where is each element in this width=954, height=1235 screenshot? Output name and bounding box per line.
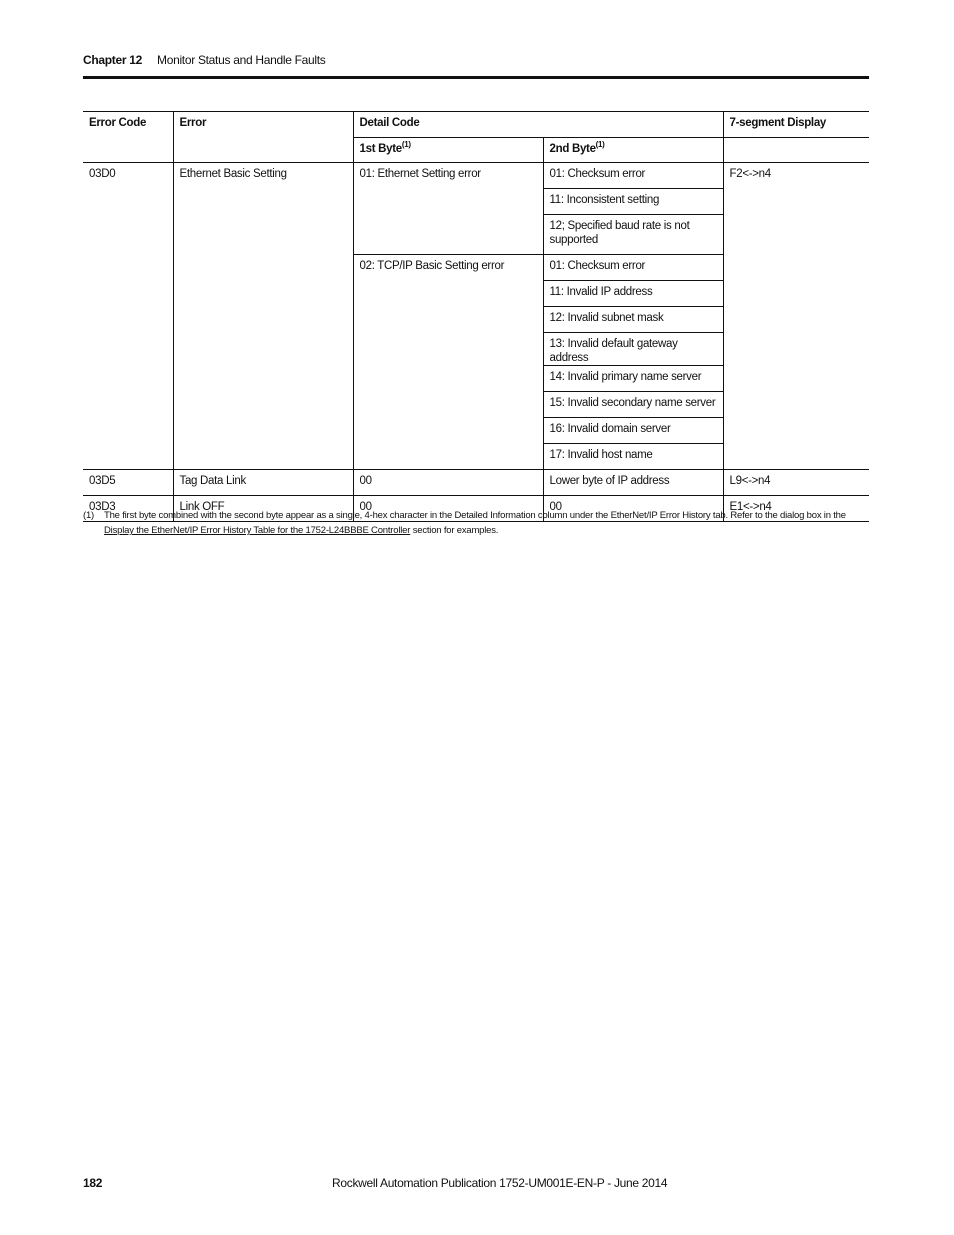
cell-1st-byte: 01: Ethernet Setting error	[353, 163, 543, 255]
cell-7-segment: L9<->n4	[723, 470, 869, 496]
cell-2nd-byte: 11: Inconsistent setting	[543, 189, 723, 215]
header-detail-code: Detail Code	[353, 112, 723, 138]
cell-7-segment: F2<->n4	[723, 163, 869, 470]
table-row	[83, 163, 869, 189]
cell-2nd-byte: 01: Checksum error	[543, 163, 723, 189]
cell-2nd-byte: 12: Invalid subnet mask	[543, 307, 723, 333]
cell-2nd-byte: 16: Invalid domain server	[543, 418, 723, 444]
cell-2nd-byte: 11: Invalid IP address	[543, 281, 723, 307]
cell-error-code: 03D3	[83, 496, 173, 522]
footnote-link[interactable]: Display the EtherNet/IP Error History Table for the 1752-L24BBBE Controller	[104, 525, 411, 536]
cell-1st-byte: 00	[353, 470, 543, 496]
page-number: 182	[83, 1176, 103, 1190]
cell-1st-byte: 02: TCP/IP Basic Setting error	[353, 255, 543, 470]
cell-7-segment: E1<->n4	[723, 496, 869, 522]
cell-1st-byte: 00	[353, 496, 543, 522]
cell-2nd-byte: 13: Invalid default gateway address	[543, 333, 723, 366]
header-7-segment-display: 7-segment Display	[723, 112, 869, 138]
header-1st-byte: 1st Byte$^{(1)}$	[353, 138, 543, 163]
cell-2nd-byte: 01: Checksum error	[543, 255, 723, 281]
header-error: Error	[173, 112, 353, 163]
cell-2nd-byte: 15: Invalid secondary name server	[543, 392, 723, 418]
footnote-ref: (1)	[595, 140, 605, 150]
page-header	[83, 52, 869, 79]
footnote-ref: (1)	[401, 140, 411, 150]
cell-error: Ethernet Basic Setting	[173, 163, 353, 470]
header-2nd-byte: 2nd Byte$^{(1)}$	[543, 138, 723, 163]
table-row	[83, 470, 869, 496]
error-code-table	[83, 111, 869, 522]
publication-info: Rockwell Automation Publication 1752-UM001E-EN-P - June 2014	[332, 1176, 668, 1190]
chapter-title: Monitor Status and Handle Faults	[157, 53, 326, 67]
footnote-number: (1)	[83, 510, 95, 521]
cell-2nd-byte: 17: Invalid host name	[543, 444, 723, 470]
cell-2nd-byte: 00	[543, 496, 723, 522]
header-blank	[723, 138, 869, 163]
cell-error-code: 03D5	[83, 470, 173, 496]
cell-2nd-byte: 14: Invalid primary name server	[543, 366, 723, 392]
cell-error-code: 03D0	[89, 168, 116, 180]
header-error-code: Error Code	[83, 112, 173, 163]
footnote-text: The first byte combined with the second byte appear as a single, 4-hex character in the Detailed Information column under the EtherNet/IP Error History tab. Refer to the dialog box in the Display the EtherNet/IP Error History Table for the 1752-L24BBBE Controller section for examples.	[104, 510, 846, 536]
cell-error: Tag Data Link	[173, 470, 353, 496]
chapter-label: Chapter 12	[83, 53, 143, 67]
cell-2nd-byte: Lower byte of IP address	[543, 470, 723, 496]
cell-2nd-byte: 12; Specified baud rate is not supported	[543, 215, 723, 255]
cell-error: Link OFF	[173, 496, 353, 522]
